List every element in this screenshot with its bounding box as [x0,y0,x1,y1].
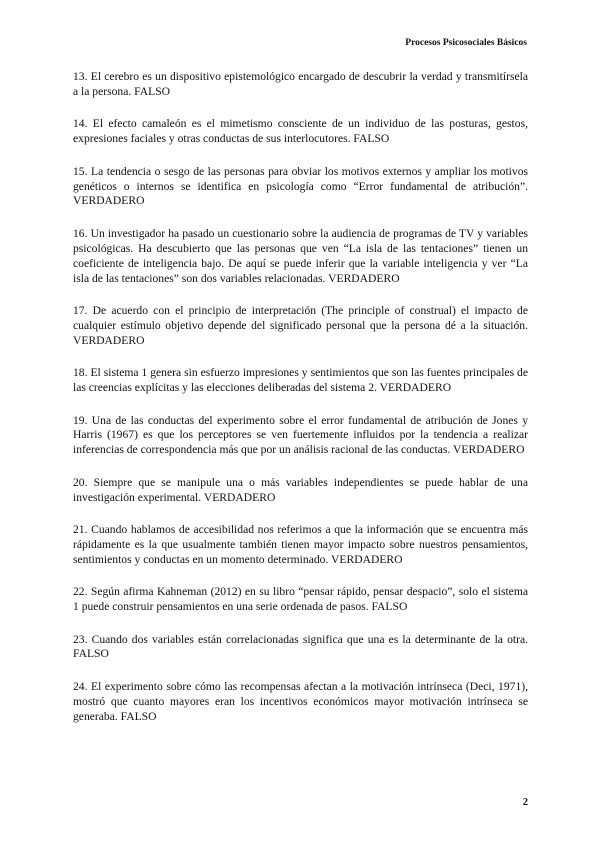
question-text: 15. La tendencia o sesgo de las personas para obviar los motivos externos y ampliar los motivos genéticos o internos se identifica en psicología como “Error fundamental de atribución”. [73,164,528,193]
answer-label: VERDADERO [331,552,403,566]
question-item-16 [73,227,528,287]
page-header-title: Procesos Psicosociales Básicos [405,38,527,48]
question-text: 13. El cerebro es un dispositivo epistemológico encargado de descubrir la verdad y transmitírsela a la persona. [73,70,528,98]
question-item-22 [73,585,528,615]
question-item-18 [73,366,528,396]
page-number: 2 [522,797,528,808]
question-item-14 [73,117,528,147]
answer-label: VERDADERO [73,194,145,208]
question-item-24 [73,680,528,725]
question-text: 24. El experimento sobre cómo las recompensas afectan a la motivación intrínseca (Deci, 1971), mostró que cuanto mayores eran los incentivos económicos mayor motivación intrínseca se generaba. [73,679,528,723]
answer-label: VERDADERO [73,333,145,347]
question-item-15 [73,165,528,210]
answer-label: FALSO [120,709,157,723]
question-text: 19. Una de las conductas del experimento sobre el error fundamental de atribución de Jones y Harris (1967) es que los perceptores se ven fuertemente influidos por la tendencia a realizar inferencias de correspondencia más que por un análisis racional de las conductas. [73,413,528,457]
answer-label: VERDADERO [453,443,525,457]
answer-label: FALSO [371,600,408,614]
question-item-21 [73,523,528,568]
question-text: 22. Según afirma Kahneman (2012) en su libro “pensar rápido, pensar despacio”, solo el sistema 1 puede construir pensamientos en una serie ordenada de pasos. [73,585,528,614]
question-item-19 [73,414,528,459]
question-item-13 [73,70,528,100]
question-item-23 [73,633,528,663]
question-text: 23. Cuando dos variables están correlacionadas significa que una es la determinante de la otra. [73,632,528,646]
question-text: 18. El sistema 1 genera sin esfuerzo impresiones y sentimientos que son las fuentes principales de las creencias explícitas y las elecciones deliberadas del sistema 2. [73,366,528,395]
question-text: 20. Siempre que se manipule una o más variables independientes se puede hablar de una investigación experimental. [73,475,528,504]
answer-label: FALSO [353,132,390,146]
question-item-20 [73,476,528,506]
question-text: 17. De acuerdo con el principio de interpretación (The principle of construal) el impacto de cualquier estímulo objetivo depende del significado personal que la persona dé a la situación. [73,303,528,332]
answer-label: VERDADERO [203,490,276,504]
answer-label: VERDADERO [379,381,452,395]
answer-label: FALSO [73,647,109,661]
answer-label: FALSO [134,84,171,98]
answer-label: VERDADERO [328,271,400,285]
question-list [73,70,528,742]
question-text: 16. Un investigador ha pasado un cuestionario sobre la audiencia de programas de TV y variables psicológicas. Ha descubierto que las personas que ven “La isla de las tentaciones” tienen un coeficiente de inteligencia bajo. De aquí se puede inferir que la variable inteligencia y ver “La isla de las tentaciones” son dos variables relacionadas. [73,226,528,285]
question-text: 14. El efecto camaleón es el mimetismo consciente de un individuo de las posturas, gestos, expresiones faciales y otras conductas de sus interlocutores. [73,117,528,146]
question-item-17 [73,304,528,349]
question-text: 21. Cuando hablamos de accesibilidad nos referimos a que la información que se encuentra más rápidamente es la que usualmente también tienen mayor impacto sobre nuestros pensamientos, sentimientos y conductas en un momento determinado. [73,523,528,566]
